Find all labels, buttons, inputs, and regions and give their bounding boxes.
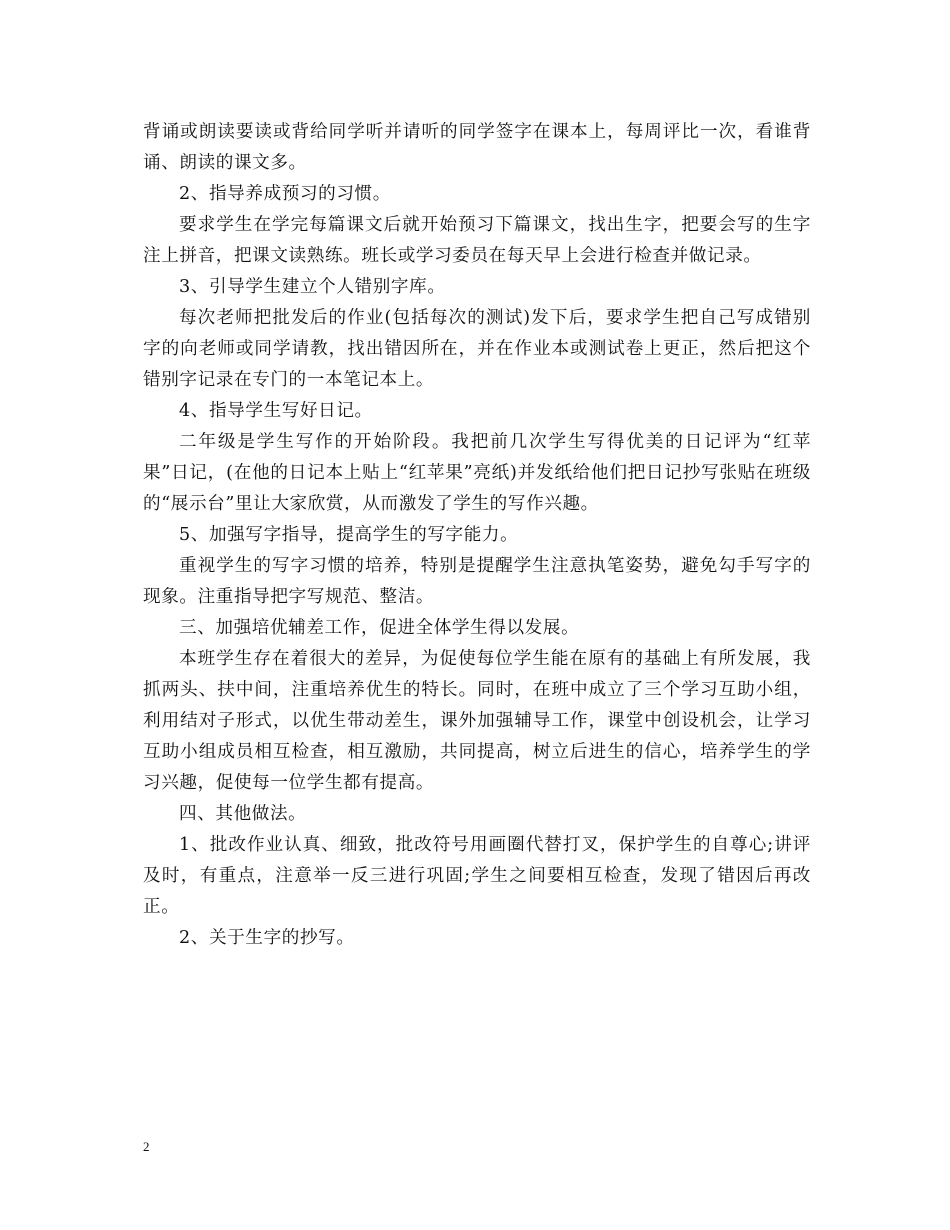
paragraph-tutoring: 本班学生存在着很大的差异，为促使每位学生能在原有的基础上有所发展，我抓两头、扶中间，注重培养优生的特长。同时，在班中成立了三个学习互助小组，利用结对子形式，以优生带动差生，课外加强辅导工作，课堂中创设机会，让学习互助小组成员相互检查，相互激励，共同提高，树立后进生的信心，培养学生的学习兴趣，促使每一位学生都有提高。	[143, 649, 811, 793]
section-heading-tutoring: 三、加强培优辅差工作，促进全体学生得以发展。	[179, 618, 580, 638]
heading-character-copying: 2、关于生字的抄写。	[179, 928, 355, 948]
page-number: 2	[143, 1139, 150, 1154]
heading-handwriting: 5、加强写字指导，提高学生的写字能力。	[179, 525, 519, 545]
heading-preview-habit: 2、指导养成预习的习惯。	[179, 184, 391, 204]
paragraph-handwriting: 重视学生的写字习惯的培养，特别是提醒学生注意执笔姿势，避免勾手写字的现象。注重指导把字写规范、整洁。	[143, 556, 811, 607]
paragraph-typo-library: 每次老师把批发后的作业(包括每次的测试)发下后，要求学生把自己写成错别字的向老师或同学请教，找出错因所在，并在作业本或测试卷上更正，然后把这个错别字记录在专门的一本笔记本上。	[143, 308, 811, 390]
heading-diary: 4、指导学生写好日记。	[179, 401, 373, 421]
paragraph-diary: 二年级是学生写作的开始阶段。我把前几次学生写得优美的日记评为“红苹果”日记，(在他的日记本上贴上“红苹果”亮纸)并发纸给他们把日记抄写张贴在班级的“展示台”里让大家欣赏，从而激发了学生的写作兴趣。	[143, 432, 811, 514]
paragraph-continuation: 背诵或朗读要读或背给同学听并请听的同学签字在课本上，每周评比一次，看谁背诵、朗读的课文多。	[143, 122, 811, 173]
paragraph-preview: 要求学生在学完每篇课文后就开始预习下篇课文，找出生字，把要会写的生字注上拼音，把课文读熟练。班长或学习委员在每天早上会进行检查并做记录。	[143, 215, 811, 266]
paragraph-homework-grading: 1、批改作业认真、细致，批改符号用画圈代替打叉，保护学生的自尊心;讲评及时，有重点，注意举一反三进行巩固;学生之间要相互检查，发现了错因后再改正。	[143, 835, 811, 917]
document-body	[143, 117, 811, 954]
heading-typo-library: 3、引导学生建立个人错别字库。	[179, 277, 446, 297]
section-heading-other-methods: 四、其他做法。	[179, 804, 307, 824]
